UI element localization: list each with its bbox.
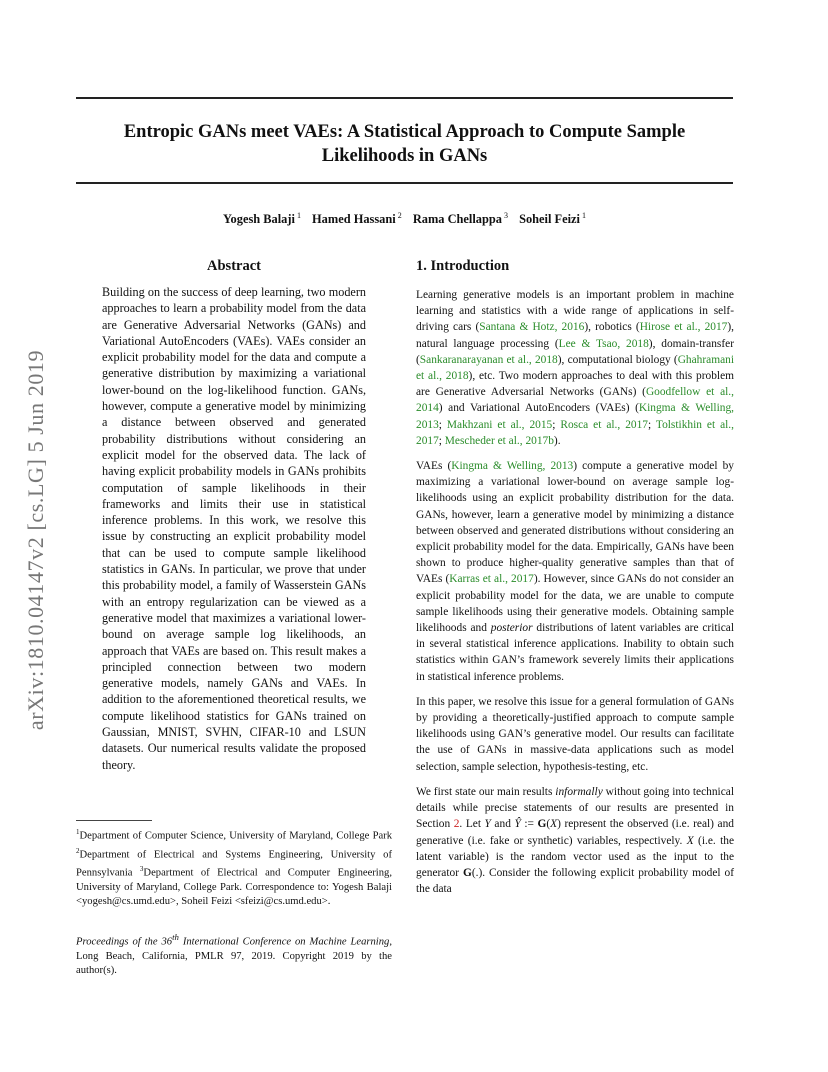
arxiv-stamp-text: arXiv:1810.04147v2 [cs.LG] 5 Jun 2019 (23, 349, 48, 731)
math-symbol: G (537, 818, 547, 831)
text-run: distributions of latent variables are critical in several statistical inference applications. Inability to obtain such statistics within GAN’s framework severely limits their applications in statistical inference problems. (416, 622, 734, 683)
citation-link[interactable]: Santana & Hotz, 2016 (479, 321, 585, 334)
paper-title: Entropic GANs meet VAEs: A Statistical Approach to Compute Sample Likelihoods in GANs (123, 122, 686, 166)
citation-link[interactable]: Kingma & Welling, 2013 (451, 460, 574, 473)
citation-link[interactable]: Sankaranarayanan et al., 2018 (419, 353, 558, 366)
proceedings-details: , Long Beach, California, PMLR 97, 2019. Copyright 2019 by the author(s). (76, 936, 392, 976)
text-run: (.). Consider the following explicit probability model of the data (416, 866, 734, 896)
proceedings-note (76, 930, 392, 978)
proceedings-venue: International Conference on Machine Learning (182, 936, 390, 948)
citation-link[interactable]: Makhzani et al., 2015 (446, 418, 553, 431)
affiliation-mark: 1 (582, 211, 586, 220)
text-run: ) and Variational AutoEncoders (VAEs) ( (438, 402, 639, 415)
math-symbol: Y (484, 818, 491, 831)
intro-paragraph-4 (416, 784, 734, 897)
affiliation-footnote (76, 825, 392, 909)
text-run: ; (552, 418, 561, 431)
author-1 (223, 212, 301, 226)
proceedings-lead: Proceedings of the 36 (76, 936, 173, 948)
intro-paragraph-1 (416, 287, 734, 449)
text-run: ), etc. Two modern approaches to deal with this problem are Generative Adversarial Networks (GANs) ( (416, 370, 734, 399)
text-run: ) compute a generative model by maximizing a variational lower-bound on average sample log-likelihoods using an explicit probability distribution for the data. GANs, however, learn a generative model by minimizing a distance between observed and generated distributions without considering an explicit probability model for the data. Empirically, GANs have been shown to produce higher-quality generative samples than that of VAEs ( (416, 460, 734, 586)
author-name: Soheil Feizi (519, 212, 580, 227)
text-run: and (490, 818, 515, 831)
introduction-section (416, 287, 734, 906)
text-run: ). (553, 434, 561, 447)
emphasis-text: informally (555, 785, 603, 798)
text-run: . Let (459, 818, 485, 831)
footnote-rule (76, 820, 152, 821)
text-run: ), computational biology ( (557, 353, 678, 366)
author-2 (312, 212, 402, 226)
section-heading-introduction: 1. Introduction (416, 258, 510, 274)
author-name: Rama Chellappa (412, 212, 502, 227)
text-run: (i.e. the latent variable) is the random vector used as the input to the generator (416, 834, 734, 879)
text-run: without going into technical details while precise statements of our results are presented in Section (416, 785, 734, 831)
emphasis-text: posterior (490, 622, 533, 635)
text-run: ), domain-transfer ( (416, 337, 734, 366)
arxiv-identifier-stamp (18, 300, 54, 780)
text-run: Learning generative models is an important problem in machine learning and statistics with a wide range of applications in self-driving cars ( (416, 289, 734, 334)
citation-link[interactable]: Karras et al., 2017 (449, 573, 534, 586)
text-run: ; (438, 418, 447, 431)
text-run: ( (546, 818, 551, 831)
affiliation-mark: 3 (503, 211, 508, 220)
text-run: ), natural language processing ( (416, 321, 735, 350)
citation-link[interactable]: Mescheder et al., 2017b (444, 434, 554, 447)
correspondence-line: Correspondence to: Yogesh Balaji <yogesh@cs.umd.edu>, Soheil Feizi <sfeizi@cs.umd.edu>. (76, 881, 392, 907)
text-run: ; (647, 418, 656, 431)
affiliation-2: Department of Electrical and Systems Engineering, University of Pennsylvania (76, 849, 392, 879)
affiliation-mark: 3 (139, 865, 144, 874)
affiliation-mark: 1 (296, 211, 301, 220)
intro-paragraph-3: In this paper, we resolve this issue for a general formulation of GANs by providing a theoretically-justified approach to compute sample likelihoods using GAN’s generative model. Our results can facilitate the use of GANs in massive-data applications such as model selection, sample selection, hypothesis-testing, etc. (416, 695, 734, 773)
citation-link[interactable]: Goodfellow et al., 2014 (416, 386, 734, 415)
abstract-section (102, 284, 366, 773)
affiliation-mark: 2 (76, 846, 80, 855)
affiliation-mark: 1 (76, 828, 80, 836)
citation-link[interactable]: Kingma & Welling, 2013 (416, 402, 734, 431)
citation-link[interactable]: Lee & Tsao, 2018 (558, 337, 649, 350)
text-run: := (520, 818, 538, 831)
text-run: ). However, since GANs do not consider an explicit probability model for the data, we are unable to compute sample likelihoods using their generative models. Obtaining sample likelihoods and (416, 573, 735, 635)
author-4 (519, 212, 586, 226)
abstract-text: Building on the success of deep learning, two modern approaches to learn a probability model from the data are Generative Adversarial Networks (GANs) and Variational AutoEncoders (VAEs). VAEs consider an explicit probability model for the data and compute a generative distribution by maximizing a variational lower-bound on the log-likelihood function. GANs, however, compute a generative model by minimizing a distance between observed and generated probability distributions without considering an explicit model for the observed data. The lack of having explicit probability models in GANs prohibits computation of sample likelihoods in their frameworks and limits their use in statistical inference problems. In this work, we resolve this issue by constructing an explicit probability model that can be used to compute sample likelihood statistics in GANs. In particular, we prove that under this probability model, a family of Wasserstein GANs with an entropy regularization can be viewed as a generative model that maximizes a variational lower-bound on average sample log likelihoods, an approach that VAEs are based on. This result makes a principled connection between two modern generative models, namely GANs and VAEs. In addition to the aforementioned theoretical results, we compute likelihood statistics for GANs trained on Gaussian, MNIST, SVHN, CIFAR-10 and LSUN datasets. Our numerical results validate the proposed theory. (102, 285, 366, 772)
author-name: Hamed Hassani (312, 212, 396, 227)
math-symbol: X (686, 834, 694, 847)
math-symbol: Ŷ (514, 818, 521, 831)
intro-paragraph-2 (416, 458, 734, 685)
affiliation-1: Department of Computer Science, University of Maryland, College Park (79, 830, 392, 842)
citation-link[interactable]: Ghahramani et al., 2018 (416, 353, 734, 383)
abstract-heading: Abstract (207, 258, 261, 274)
author-3 (413, 212, 508, 226)
text-run: We first state our main results (416, 785, 556, 798)
affiliation-mark: 2 (397, 211, 402, 220)
math-symbol: X (550, 818, 558, 831)
section-ref-link[interactable]: 2 (453, 818, 460, 831)
author-name: Yogesh Balaji (222, 212, 295, 227)
citation-link[interactable]: Hirose et al., 2017 (639, 321, 728, 334)
proceedings-ordinal: th (172, 932, 179, 942)
citation-link[interactable]: Tolstikhin et al., 2017 (416, 418, 734, 447)
text-run: ) represent the observed (i.e. real) and generative (i.e. fake or synthetic) variables, respectively. (416, 818, 734, 847)
citation-link[interactable]: Rosca et al., 2017 (560, 418, 648, 431)
author-list (76, 211, 733, 227)
title-rule-top (76, 97, 733, 99)
title-rule-bottom (76, 182, 733, 184)
math-symbol: G (462, 866, 472, 879)
text-run: ; (438, 434, 445, 447)
text-run: VAEs ( (416, 460, 452, 473)
affiliation-3: Department of Electrical and Computer Engineering, University of Maryland, College Park. (76, 867, 392, 893)
text-run: ), robotics ( (584, 321, 640, 334)
